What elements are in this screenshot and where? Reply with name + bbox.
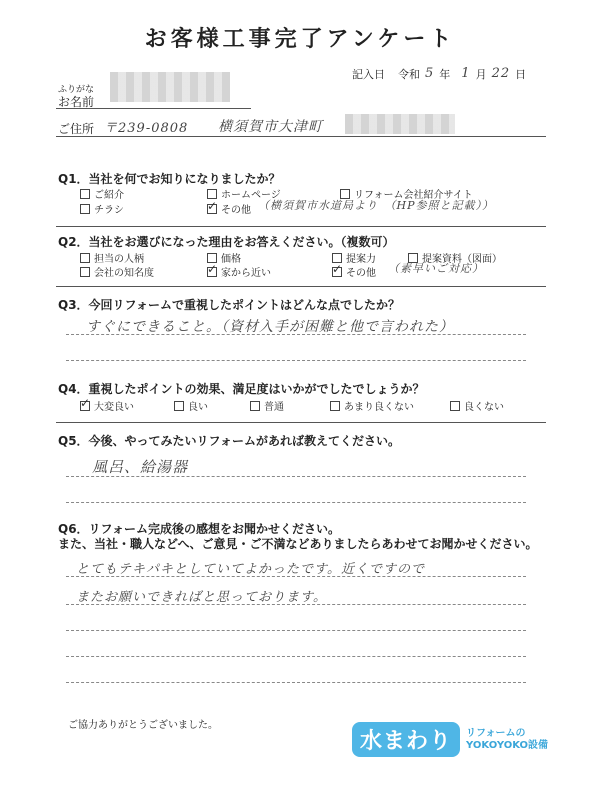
q6-answer-line <box>66 656 526 657</box>
logo-sub-text-2: YOKOYOKO設備 <box>466 739 549 751</box>
q2-option-proposal: 提案力 <box>332 250 376 265</box>
q4-option-not-so-good: あまり良くない <box>330 398 414 413</box>
address-redacted <box>345 114 455 134</box>
q2-option-other: ✓ その他 <box>332 264 376 279</box>
q2-divider <box>56 286 546 287</box>
q2-option-reputation: 会社の知名度 <box>80 264 154 279</box>
address-postal: 〒239-0808 <box>104 121 189 136</box>
q2-label: Q2．当社をお選びになった理由をお答えください。（複数可） <box>58 235 395 249</box>
q2-option-price: 価格 <box>207 250 241 265</box>
name-redacted <box>110 72 230 102</box>
q5-label: Q5．今後、やってみたいリフォームがあれば教えてください。 <box>58 434 400 448</box>
page-title: お客様工事完了アンケート <box>144 27 456 52</box>
thanks-message: ご協力ありがとうございました。 <box>68 720 218 731</box>
checkbox <box>207 189 217 199</box>
q2-option-staff: 担当の人柄 <box>80 250 144 265</box>
q1-divider <box>56 226 546 227</box>
entry-date <box>352 66 526 82</box>
q4-option-very-good: ✓ 大変良い <box>80 398 134 413</box>
q4-label: Q4．重視したポイントの効果、満足度はいかがでしたでしょうか？ <box>58 382 425 396</box>
entry-date-month: 1 <box>461 66 471 81</box>
entry-date-label: 記入日 <box>352 68 385 81</box>
checkbox-checked <box>207 267 217 277</box>
q6-answer-line-1: とてもテキパキとしていてよかったです。近くですので <box>76 562 425 577</box>
entry-date-month-unit: 月 <box>475 68 487 81</box>
q1-option-other: ✓ その他 <box>207 201 251 216</box>
q3-answer: すぐにできること。（資材入手が困難と他で言われた） <box>86 319 454 335</box>
q5-answer-line <box>66 502 526 503</box>
checkbox <box>80 189 90 199</box>
q4-divider <box>56 422 546 423</box>
q5-answer-line <box>66 476 526 477</box>
q4-option-average: 普通 <box>250 398 284 413</box>
q6-answer-line <box>66 576 526 577</box>
checkbox <box>330 401 340 411</box>
company-logo <box>352 722 548 757</box>
q5-answer: 風呂、給湯器 <box>92 458 189 476</box>
q6-answer-line-2: またお願いできればと思っております。 <box>76 590 327 605</box>
name-label: お名前 <box>58 95 95 109</box>
furigana-label: ふりがな <box>58 85 95 95</box>
entry-date-era: 令和 <box>398 68 420 81</box>
q6-answer-line <box>66 604 526 605</box>
q2-other-answer: （素早いご対応） <box>388 262 484 275</box>
entry-date-year: 5 <box>425 66 435 81</box>
entry-date-day-unit: 日 <box>515 68 527 81</box>
q3-label: Q3．今回リフォームで重視したポイントはどんな点でしたか？ <box>58 298 400 312</box>
name-underline <box>56 108 251 109</box>
q4-option-good: 良い <box>174 398 208 413</box>
entry-date-day: 22 <box>491 66 511 81</box>
q2-option-proposal-docs: 提案資料（図面） <box>408 250 502 265</box>
q6-answer-line <box>66 682 526 683</box>
q1-option-flyer: チラシ <box>80 201 124 216</box>
q3-answer-line <box>66 334 526 335</box>
checkbox <box>80 267 90 277</box>
logo-main-text: 水まわり <box>352 722 460 757</box>
address-label: ご住所 <box>58 122 95 136</box>
checkbox-checked <box>332 267 342 277</box>
q6-answer-line <box>66 630 526 631</box>
q1-option-homepage: ホームページ <box>207 186 281 201</box>
q4-option-bad: 良くない <box>450 398 504 413</box>
q1-other-answer: （横須賀市水道局より （HP参照と記載）） <box>258 199 494 212</box>
entry-date-year-unit: 年 <box>439 68 451 81</box>
checkbox <box>250 401 260 411</box>
checkbox <box>80 253 90 263</box>
q1-option-comparison-site: リフォーム会社紹介サイト <box>340 186 473 201</box>
checkbox <box>80 204 90 214</box>
address-city: 横須賀市大津町 <box>218 119 323 135</box>
checkbox <box>450 401 460 411</box>
q2-option-nearby: ✓ 家から近い <box>207 264 271 279</box>
checkbox-checked <box>80 401 90 411</box>
q1-option-referral: ご紹介 <box>80 186 124 201</box>
q3-answer-line <box>66 360 526 361</box>
logo-sub-text-1: リフォームの <box>466 727 526 739</box>
q6-label: Q6．リフォーム完成後の感想をお聞かせください。 <box>58 522 340 536</box>
q1-label: Q1．当社を何でお知りになりましたか？ <box>58 172 281 186</box>
q6-label-2: また、当社・職人などへ、ご意見・ご不満などありましたらあわせてお聞かせください。 <box>58 537 538 551</box>
checkbox-checked <box>207 204 217 214</box>
checkbox <box>174 401 184 411</box>
address-underline <box>56 136 546 137</box>
